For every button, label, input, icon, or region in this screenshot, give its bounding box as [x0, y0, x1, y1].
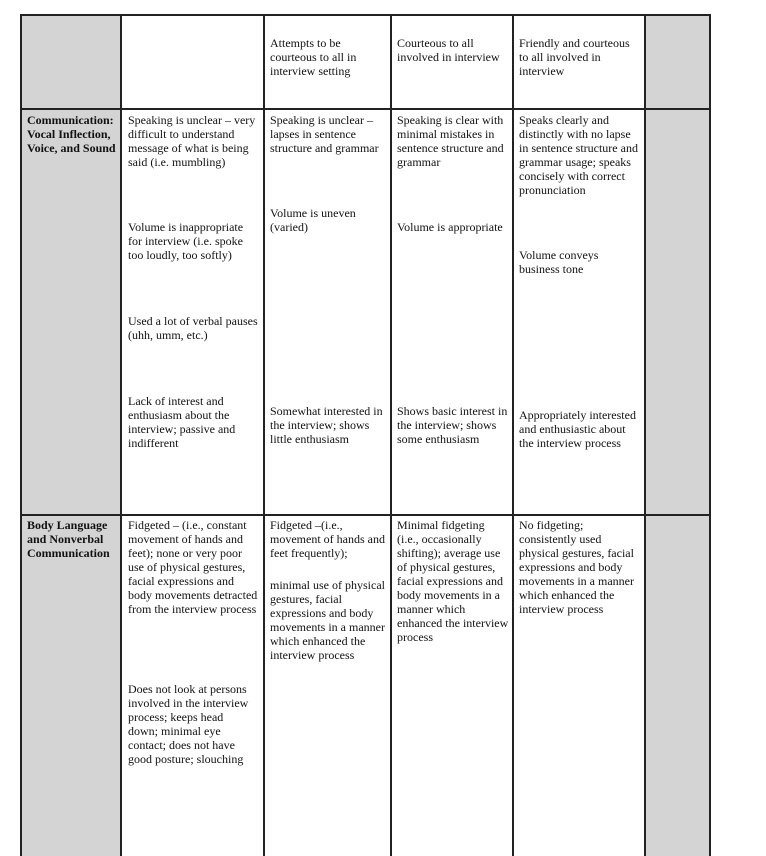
cell-text: Volume is uneven (varied) — [270, 206, 356, 234]
cell-text: Fidgeted – (i.e., constant movement of hands and feet); none or very poor use of physical gestures, facial expressions and body movements detracted from the interview process — [128, 518, 258, 616]
cell-text: Speaks clearly and distinctly with no lapse in sentence structure and grammar usage; speaks concisely with correct pronunciation — [519, 113, 638, 197]
grid-line — [20, 14, 711, 16]
grid-line — [263, 15, 265, 856]
cell-text: Appropriately interested and enthusiastic about the interview process — [519, 408, 636, 450]
cell-text: No fidgeting; consistently used physical gestures, facial expressions and body movements in a manner which enhanced the interview process — [519, 518, 634, 616]
grid-line — [390, 15, 392, 856]
criterion-label: Body Language and Nonverbal Communication — [27, 518, 110, 560]
cell-text: Used a lot of verbal pauses (uhh, umm, etc.) — [128, 314, 258, 342]
cell-text: Minimal fidgeting (i.e., occasionally shifting); average use of physical gestures, facial expressions and body movements in a manner which enhanced the interview process — [397, 518, 509, 644]
grid-line — [20, 15, 22, 856]
grid-line — [644, 15, 646, 856]
cell-text: Speaking is clear with minimal mistakes in sentence structure and grammar — [397, 113, 504, 169]
cell-text: Somewhat interested in the interview; shows little enthusiasm — [270, 404, 383, 446]
cell-text: Speaking is unclear – lapses in sentence structure and grammar — [270, 113, 379, 155]
cell-text: Volume is inappropriate for interview (i.e. spoke too loudly, too softly) — [128, 220, 244, 262]
grid-line — [709, 15, 711, 856]
grid-line — [120, 15, 122, 856]
grid-line — [20, 514, 711, 516]
grid-line — [20, 108, 711, 110]
cell-text: Shows basic interest in the interview; shows some enthusiasm — [397, 404, 508, 446]
score-column — [645, 15, 709, 856]
criterion-label: Communication: Vocal Inflection, Voice, and Sound — [27, 113, 116, 155]
cell-text: Volume conveys business tone — [519, 248, 599, 276]
cell-text: Does not look at persons involved in the interview process; keeps head down; minimal eye contact; does not have good posture; slouching — [128, 682, 249, 766]
cell-text: Fidgeted –(i.e., movement of hands and feet frequently); — [270, 518, 385, 560]
cell-text: Courteous to all involved in interview — [397, 36, 500, 64]
cell-text: Volume is appropriate — [397, 220, 503, 234]
grid-line — [512, 15, 514, 856]
cell-text: minimal use of physical gestures, facial expressions and body movements in a manner which enhanced the interview process — [270, 578, 385, 662]
cell-text: Attempts to be courteous to all in interview setting — [270, 36, 357, 78]
cell-text: Friendly and courteous to all involved in interview — [519, 36, 630, 78]
cell-text: Speaking is unclear – very difficult to understand message of what is being said (i.e. mumbling) — [128, 113, 256, 169]
cell-text: Lack of interest and enthusiasm about the interview; passive and indifferent — [128, 394, 236, 450]
